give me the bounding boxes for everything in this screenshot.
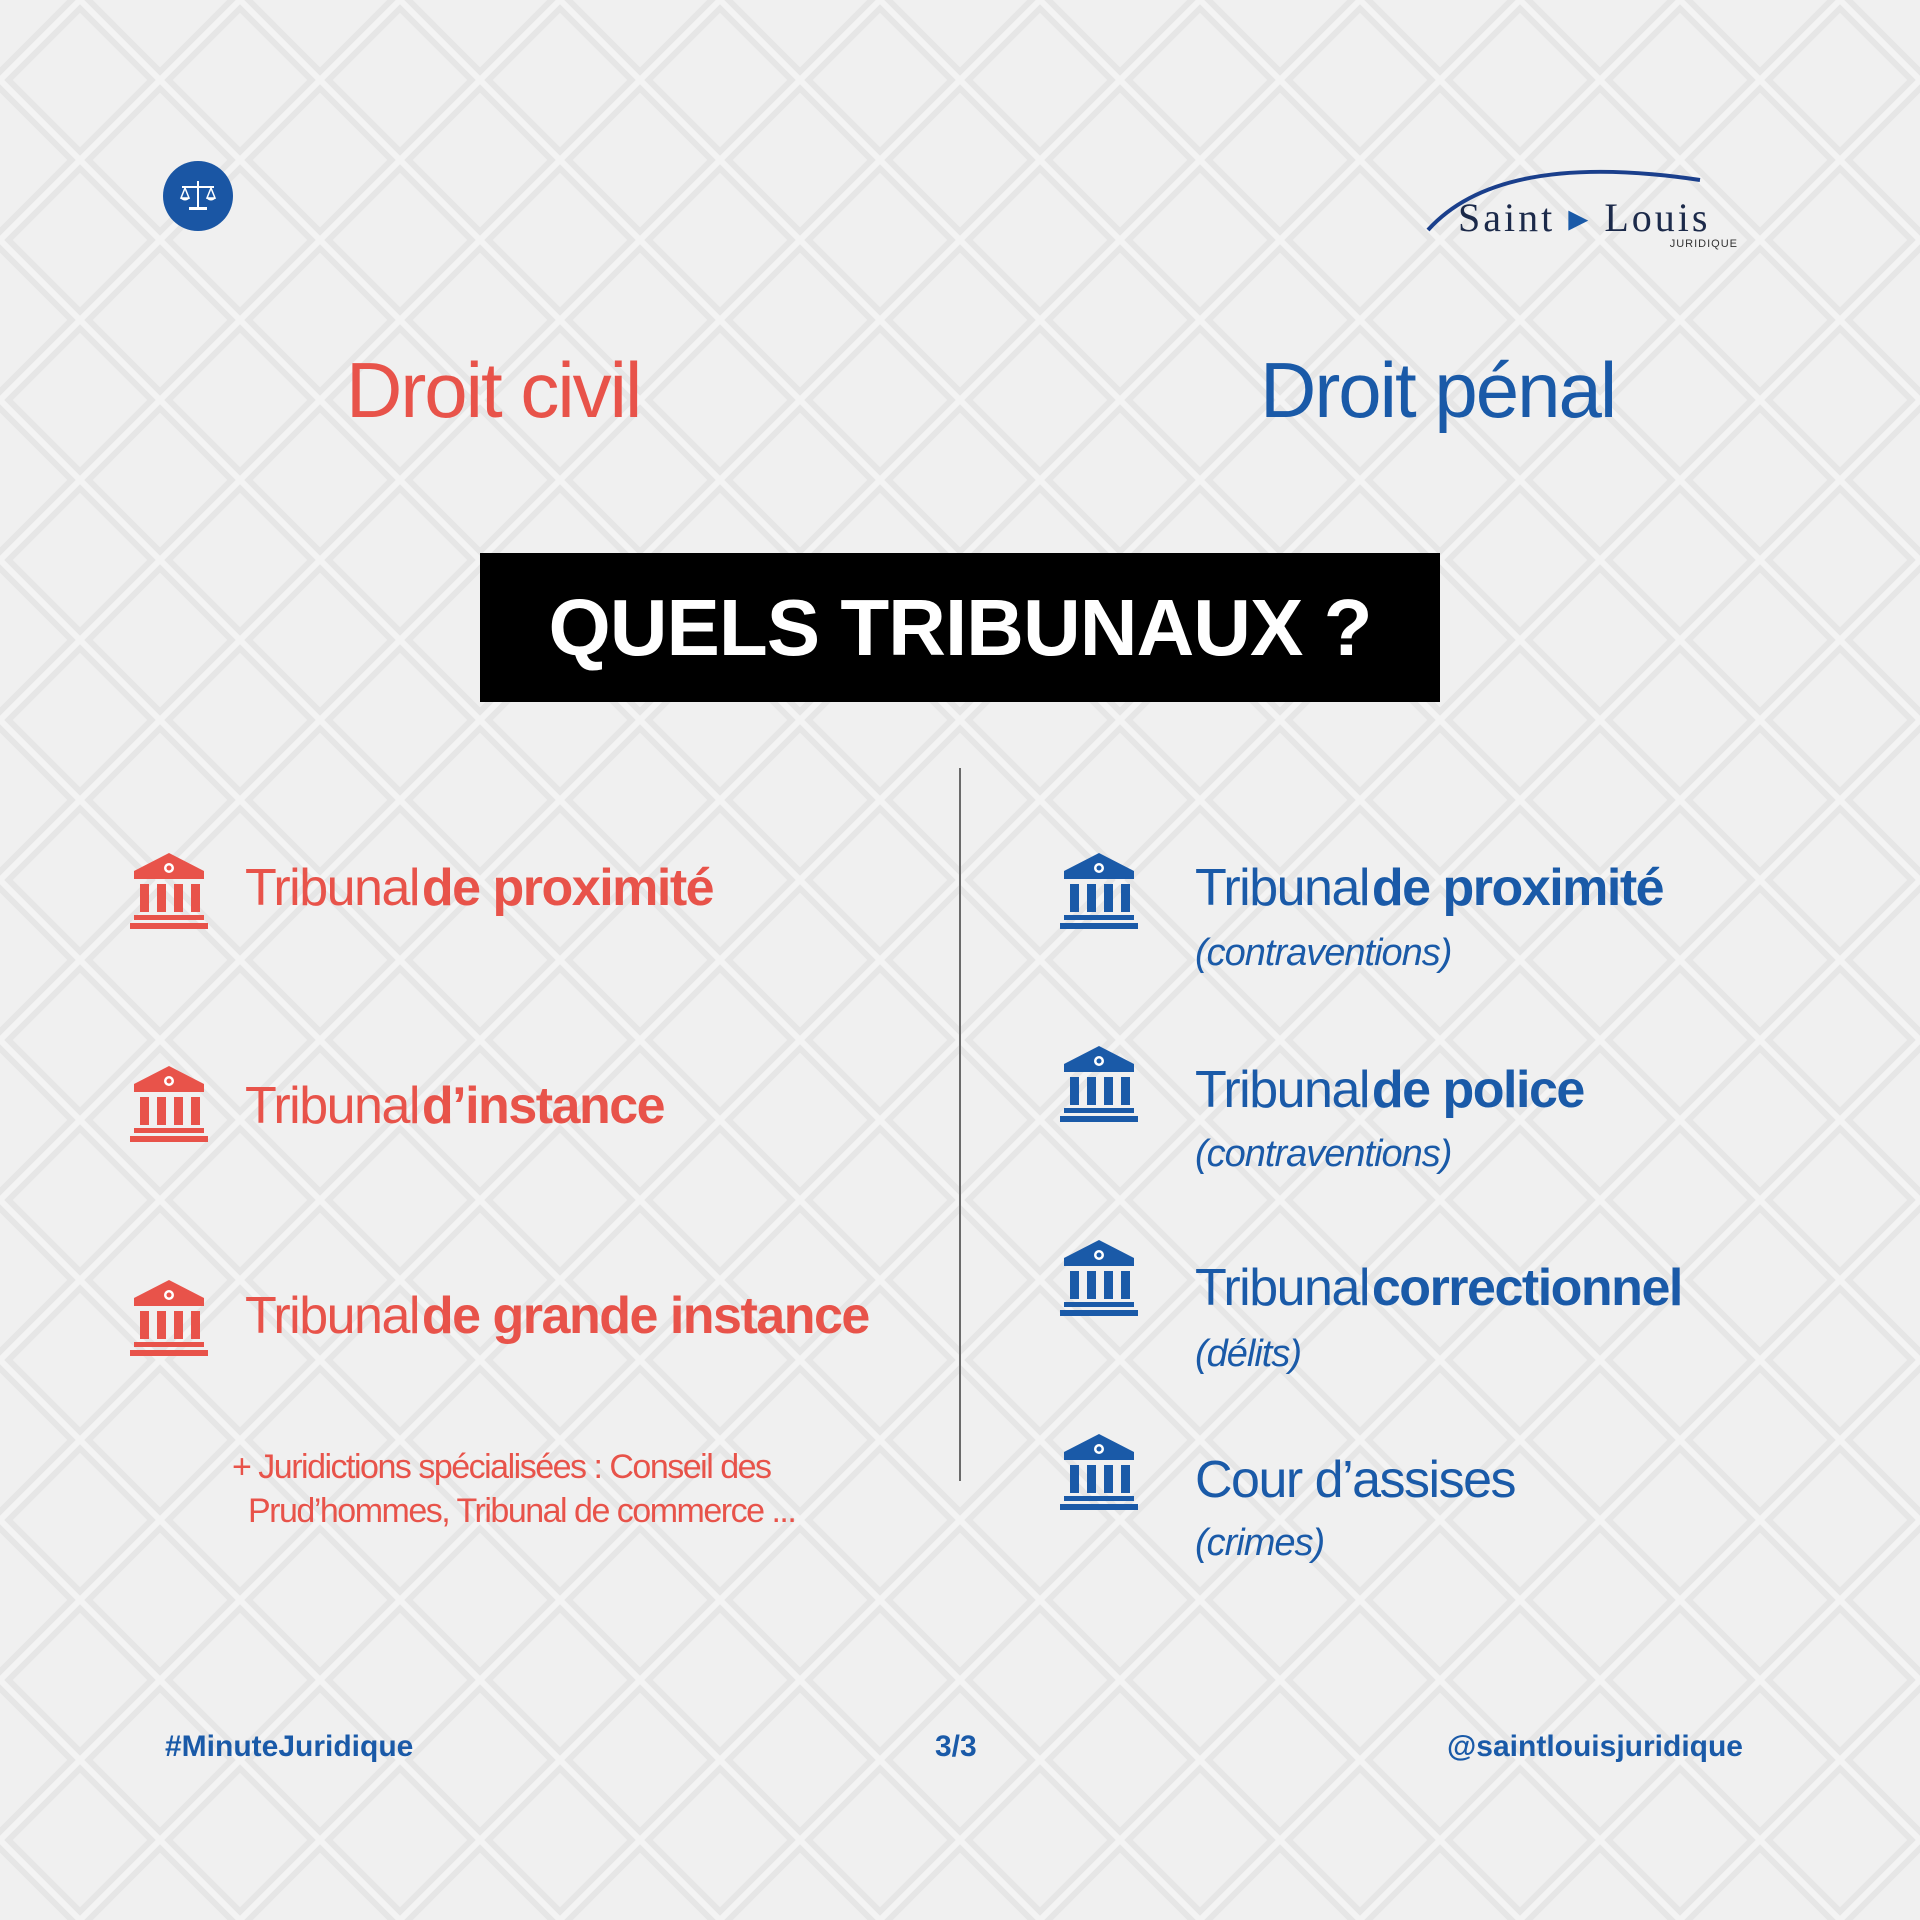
penal-item-proximite-sub: (contraventions) <box>1195 932 1452 974</box>
logo-wordmark: Saint ▸ Louis <box>1458 195 1711 240</box>
penal-title: Droit pénal <box>1260 346 1616 434</box>
courthouse-icon <box>1060 1432 1138 1510</box>
footer-page-number: 3/3 <box>935 1730 977 1763</box>
badge <box>163 161 233 231</box>
courthouse-icon <box>1060 1044 1138 1122</box>
penal-item-assises: Cour d’assises <box>1195 1451 1516 1509</box>
civil-item-proximite: Tribunal de proximité <box>245 859 714 917</box>
scales-of-justice-icon <box>178 179 218 213</box>
courthouse-icon <box>130 1278 208 1356</box>
courthouse-icon <box>130 1064 208 1142</box>
courthouse-icon <box>1060 851 1138 929</box>
footer-handle: @saintlouisjuridique <box>1447 1730 1743 1763</box>
courthouse-icon <box>1060 1238 1138 1316</box>
civil-title: Droit civil <box>346 346 641 434</box>
civil-note-line: + Juridictions spécialisées : Conseil des <box>232 1448 771 1486</box>
brand-logo <box>1420 150 1750 260</box>
civil-item-instance: Tribunal d’instance <box>245 1077 665 1135</box>
penal-item-correctionnel: Tribunal correctionnel <box>1195 1259 1682 1317</box>
penal-item-proximite: Tribunal de proximité <box>1195 859 1664 917</box>
courthouse-icon <box>130 851 208 929</box>
headline-text: QUELS TRIBUNAUX ? <box>548 582 1372 672</box>
logo-tagline: JURIDIQUE <box>1669 238 1738 250</box>
civil-note-line: Prud’hommes, Tribunal de commerce ... <box>248 1492 796 1530</box>
penal-item-assises-sub: (crimes) <box>1195 1522 1325 1564</box>
penal-item-police: Tribunal de police <box>1195 1061 1584 1119</box>
penal-item-correctionnel-sub: (délits) <box>1195 1333 1302 1375</box>
column-divider <box>959 768 961 1481</box>
footer-hashtag: #MinuteJuridique <box>165 1730 414 1763</box>
headline-banner <box>480 553 1440 702</box>
civil-item-grande-instance: Tribunal de grande instance <box>245 1287 869 1345</box>
civil-note <box>232 1445 872 1533</box>
penal-item-police-sub: (contraventions) <box>1195 1133 1452 1175</box>
